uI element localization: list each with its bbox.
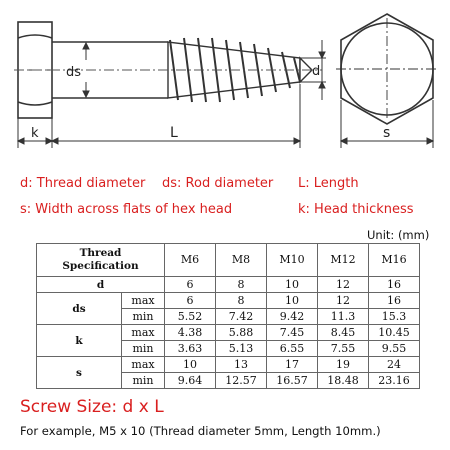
min-label: min [122,309,165,325]
table-cell: 17 [267,357,318,373]
s-label: s [383,125,391,141]
hex-head-top-view [336,14,438,124]
table-row-d [37,277,420,293]
table-cell: 7.45 [267,325,318,341]
table-cell: 6 [165,277,216,293]
ds-label: ds [66,65,82,80]
min-label: min [122,373,165,389]
table-cell: 16.57 [267,373,318,389]
table-cell: 8 [216,293,267,309]
row-label-k: k [37,325,122,357]
col-header: M8 [216,244,267,277]
legend-ds: ds: Rod diameter [162,176,274,191]
table-cell: 10 [267,293,318,309]
max-label: max [122,325,165,341]
table-cell: 19 [318,357,369,373]
row-label-s: s [37,357,122,389]
table-cell: 3.63 [165,341,216,357]
table-cell: 5.13 [216,341,267,357]
row-label-ds: ds [37,293,122,325]
table-cell: 10 [165,357,216,373]
legend-s: s: Width across flats of hex head [20,202,233,217]
k-L-dimensions [18,84,300,148]
table-cell: 12 [318,293,369,309]
table-cell: 7.55 [318,341,369,357]
table-cell: 9.64 [165,373,216,389]
table-cell: 24 [369,357,420,373]
table-cell: 5.52 [165,309,216,325]
table-cell: 16 [369,293,420,309]
table-cell: 9.42 [267,309,318,325]
col-header: M16 [369,244,420,277]
table-row-ds-max [37,293,420,309]
max-label: max [122,293,165,309]
table-cell: 11.3 [318,309,369,325]
table-cell: 7.42 [216,309,267,325]
table-cell: 16 [369,277,420,293]
table-cell: 15.3 [369,309,420,325]
table-header-row [37,244,420,277]
table-cell: 9.55 [369,341,420,357]
max-label: max [122,357,165,373]
unit-label: Unit: (mm) [367,228,430,242]
screw-technical-drawing [0,0,450,160]
table-cell: 12.57 [216,373,267,389]
table-cell: 8.45 [318,325,369,341]
table-cell: 18.48 [318,373,369,389]
header-thread-spec: Thread Specification [37,244,165,277]
table-row-s-max [37,357,420,373]
table-cell: 13 [216,357,267,373]
table-cell: 6 [165,293,216,309]
d-label: d [312,64,321,79]
table-cell: 6.55 [267,341,318,357]
table-cell: 4.38 [165,325,216,341]
legend-L: L: Length [298,176,359,191]
table-cell: 8 [216,277,267,293]
spec-table [36,243,420,389]
table-cell: 5.88 [216,325,267,341]
screw-size-heading: Screw Size: d x L [20,397,164,417]
legend-k: k: Head thickness [298,202,414,217]
table-cell: 10 [267,277,318,293]
col-header: M6 [165,244,216,277]
example-note: For example, M5 x 10 (Thread diameter 5mm, Length 10mm.) [20,424,381,438]
row-label-d: d [37,277,165,293]
table-cell: 23.16 [369,373,420,389]
legend-d: d: Thread diameter [20,176,146,191]
k-label: k [31,126,39,141]
table-cell: 12 [318,277,369,293]
table-cell: 10.45 [369,325,420,341]
col-header: M10 [267,244,318,277]
L-label: L [170,125,178,141]
col-header: M12 [318,244,369,277]
min-label: min [122,341,165,357]
table-row-k-max [37,325,420,341]
